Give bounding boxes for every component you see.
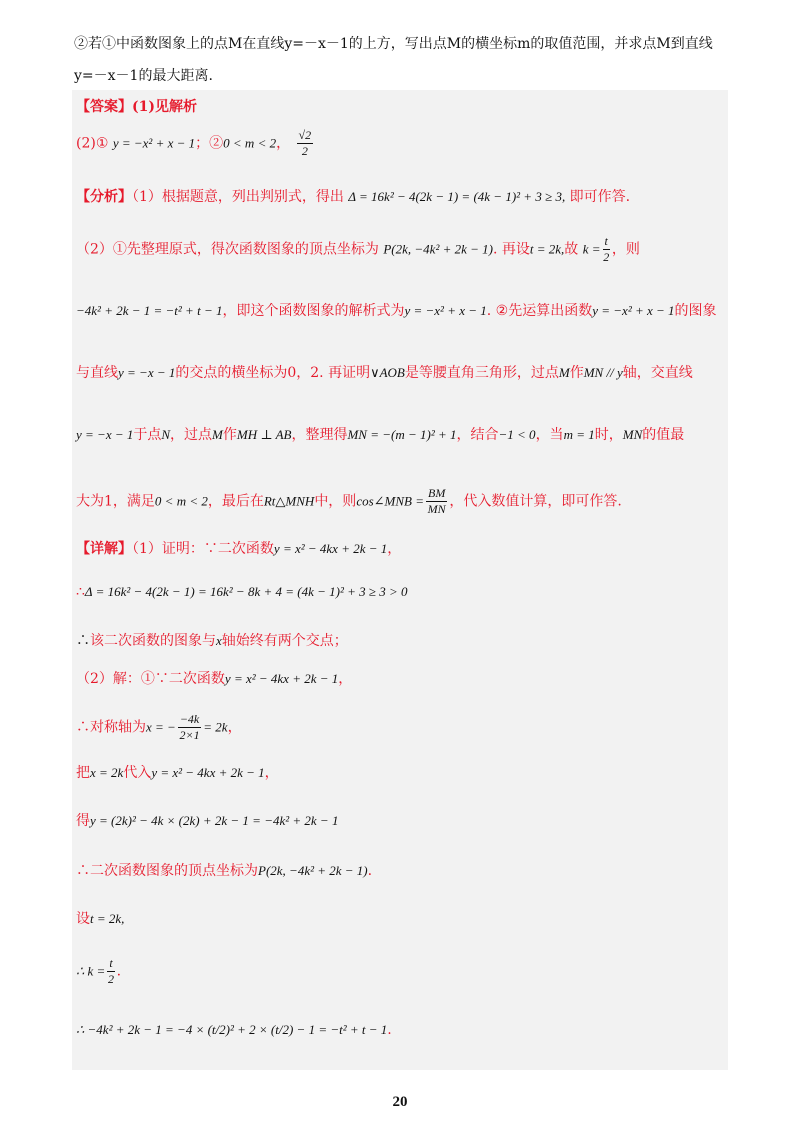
answer-part2-mid: ；② bbox=[195, 135, 224, 152]
page-number: 20 bbox=[392, 1094, 408, 1110]
detail-text: 轴始终有两个交点； bbox=[221, 633, 348, 649]
fraction-denominator: 2 bbox=[603, 250, 610, 264]
detail-row-9 bbox=[76, 908, 124, 928]
question-line-1: ②若①中函数图象上的点M在直线y=－x－1的上方，写出点M的横坐标m的取值范围，并求点M到直线 bbox=[74, 36, 713, 52]
substitution-equation: t = 2k, bbox=[529, 241, 565, 257]
quadratic-equation: y = x² − 4kx + 2k − 1 bbox=[151, 765, 265, 780]
detail-row-8 bbox=[76, 860, 372, 880]
fraction-denominator: MN bbox=[427, 502, 446, 516]
answer-part2-row bbox=[76, 128, 315, 159]
triangle-label: ∨AOB bbox=[370, 365, 405, 380]
fraction-denominator: 2×1 bbox=[179, 728, 200, 742]
analysis-text: （1）根据题意，列出判别式，得出 bbox=[132, 189, 344, 205]
detail-row-11 bbox=[76, 1022, 392, 1038]
analysis-text: ，则 bbox=[611, 241, 640, 258]
final-equation: ∴ −4k² + 2k − 1 = −4 × (t/2)² + 2 × (t/2) − 1 = −t² + t − 1 bbox=[76, 1022, 388, 1037]
detail-text: ， bbox=[227, 719, 242, 736]
fraction-numerator: BM bbox=[428, 486, 446, 500]
vertex-y-equation: y = (2k)² − 4k × (2k) + 2k − 1 = −4k² + 2k − 1 bbox=[90, 813, 339, 828]
parallel-expression: MN // y bbox=[583, 365, 623, 380]
axis-equation: = 2k bbox=[203, 719, 228, 735]
analysis-text: ，最后在 bbox=[207, 493, 264, 510]
detail-text: ， bbox=[338, 671, 353, 687]
vertex-equation: P(2k, −4k² + 2k − 1) bbox=[258, 863, 368, 878]
point-label: M bbox=[212, 427, 223, 442]
therefore-symbol: ∴ bbox=[76, 633, 90, 649]
detail-text: ， bbox=[264, 765, 279, 781]
analysis-text: ，过点 bbox=[170, 427, 213, 443]
answer-part2-range: 0 < m < 2 bbox=[223, 135, 277, 151]
function-equation: y = −x² + x − 1 bbox=[592, 303, 675, 318]
vertex-equation: P(2k, −4k² + 2k − 1) bbox=[383, 241, 493, 257]
triangle-label: Rt△MNH bbox=[263, 493, 315, 509]
cosine-expression: cos∠MNB = bbox=[356, 493, 424, 509]
detail-row-5 bbox=[76, 712, 242, 743]
detail-row-7 bbox=[76, 810, 338, 830]
detail-text: 把 bbox=[76, 765, 90, 781]
detail-text: . bbox=[116, 963, 122, 980]
analysis-text: 大为1，满足 bbox=[76, 493, 155, 510]
analysis-text: 与直线 bbox=[76, 365, 118, 381]
t-substitution-equation: −4k² + 2k − 1 = −t² + t − 1 bbox=[76, 303, 223, 318]
detail-text: ， bbox=[387, 541, 402, 557]
question-continuation bbox=[74, 28, 734, 92]
detail-text: 得 bbox=[76, 813, 90, 829]
point-label: M bbox=[558, 365, 570, 380]
line-equation: y = −x − 1 bbox=[76, 427, 134, 442]
axis-equation: x = − bbox=[146, 719, 176, 735]
question-line-2: y=－x－1的最大距离. bbox=[74, 68, 213, 84]
analysis-text: 作 bbox=[569, 365, 584, 381]
cosine-fraction bbox=[426, 486, 447, 517]
analysis-text: ，整理得 bbox=[291, 427, 348, 443]
k-equation: k = bbox=[582, 241, 601, 257]
axis-fraction bbox=[178, 712, 201, 743]
m-value: m = 1 bbox=[563, 427, 595, 442]
analysis-text: ，结合 bbox=[456, 427, 499, 443]
inequality: −1 < 0 bbox=[498, 427, 536, 442]
answer-part2-prefix: (2)① bbox=[76, 135, 109, 152]
k-fraction bbox=[107, 956, 114, 987]
analysis-text: ，代入数值计算，即可作答. bbox=[449, 493, 622, 510]
mn-equation: MN = −(m − 1)² + 1 bbox=[347, 427, 457, 442]
analysis-text: . ②先运算出函数 bbox=[486, 303, 593, 319]
analysis-text: . 再设 bbox=[492, 241, 530, 258]
detail-text: ∴二次函数图象的顶点坐标为 bbox=[76, 863, 258, 879]
analysis-text: 的图象 bbox=[674, 303, 717, 319]
analysis-row-1 bbox=[76, 186, 630, 206]
detail-text: 设 bbox=[76, 911, 90, 927]
analysis-text: 故 bbox=[564, 241, 579, 258]
analysis-text: 轴，交直线 bbox=[622, 365, 693, 381]
answer-part1: (1)见解析 bbox=[132, 99, 197, 115]
analysis-text: ，当 bbox=[535, 427, 564, 443]
answer-part2-equation: y = −x² + x − 1 bbox=[112, 135, 196, 151]
analysis-text: 于点 bbox=[133, 427, 162, 443]
detail-tag: 【详解】 bbox=[76, 541, 132, 557]
detail-row-6 bbox=[76, 762, 279, 782]
axis-label: x bbox=[216, 633, 222, 648]
analysis-row-2 bbox=[76, 234, 640, 265]
quadratic-equation: y = x² − 4kx + 2k − 1 bbox=[224, 671, 339, 686]
analysis-text: 的交点的横坐标为0，2. 再证明 bbox=[175, 365, 371, 381]
analysis-text: ，即这个函数图象的解析式为 bbox=[222, 303, 405, 319]
t-definition: t = 2k, bbox=[90, 911, 125, 926]
discriminant-equation: Δ = 16k² − 4(2k − 1) = 16k² − 8k + 4 = (4k − 1)² + 3 ≥ 3 > 0 bbox=[84, 584, 408, 599]
k-equation: ∴ k = bbox=[76, 963, 106, 979]
detail-row-3 bbox=[76, 630, 348, 650]
analysis-text: 的值最 bbox=[642, 427, 685, 443]
analysis-text: （2）①先整理原式，得次函数图象的顶点坐标为 bbox=[76, 241, 379, 258]
detail-row-1 bbox=[76, 538, 401, 558]
analysis-row-5 bbox=[76, 424, 684, 444]
answer-part2-sep: ， bbox=[276, 135, 291, 152]
quadratic-equation: y = x² − 4kx + 2k − 1 bbox=[273, 541, 388, 556]
fraction-denominator: 2 bbox=[108, 972, 114, 986]
detail-text: 代入 bbox=[123, 765, 152, 781]
solution-panel bbox=[72, 90, 728, 1070]
fraction-numerator: t bbox=[109, 956, 113, 970]
analysis-row-6 bbox=[76, 486, 622, 517]
detail-row-4 bbox=[76, 668, 352, 688]
analysis-row-4 bbox=[76, 362, 693, 382]
analysis-text: 时， bbox=[594, 427, 623, 443]
detail-text: . bbox=[387, 1022, 392, 1038]
range-expression: 0 < m < 2 bbox=[154, 493, 208, 509]
analysis-row-3 bbox=[76, 300, 717, 320]
analysis-text: 作 bbox=[222, 427, 237, 443]
detail-row-10 bbox=[76, 956, 121, 987]
therefore-symbol: ∴ bbox=[76, 584, 85, 600]
fraction-denominator: 2 bbox=[301, 144, 308, 158]
detail-text: （2）解：①∵二次函数 bbox=[76, 671, 225, 687]
fraction-numerator: −4k bbox=[179, 712, 200, 726]
perpendicular-expression: MH ⊥ AB bbox=[236, 427, 292, 442]
discriminant-equation: Δ = 16k² − 4(2k − 1) = (4k − 1)² + 3 ≥ 3, bbox=[348, 189, 566, 204]
point-label: N bbox=[161, 427, 171, 442]
k-fraction bbox=[603, 234, 610, 265]
answer-part2-fraction bbox=[297, 128, 314, 159]
answer-row bbox=[76, 96, 197, 116]
substitution-equation: x = 2k bbox=[90, 765, 124, 780]
answer-tag: 【答案】 bbox=[76, 99, 132, 115]
detail-text: . bbox=[367, 863, 373, 879]
fraction-numerator: √2 bbox=[298, 128, 312, 142]
detail-text: 该二次函数的图象与 bbox=[90, 633, 216, 649]
line-equation: y = −x − 1 bbox=[118, 365, 176, 380]
analysis-text: 即可作答. bbox=[569, 189, 631, 205]
segment-label: MN bbox=[622, 427, 643, 442]
analysis-tag: 【分析】 bbox=[76, 189, 132, 205]
fraction-numerator: t bbox=[604, 234, 608, 248]
analysis-text: 中，则 bbox=[314, 493, 357, 510]
detail-text: ∴对称轴为 bbox=[76, 719, 146, 736]
detail-row-2 bbox=[76, 584, 408, 600]
function-equation: y = −x² + x − 1 bbox=[404, 303, 487, 318]
analysis-text: 是等腰直角三角形，过点 bbox=[404, 365, 559, 381]
detail-text: （1）证明：∵二次函数 bbox=[132, 541, 274, 557]
